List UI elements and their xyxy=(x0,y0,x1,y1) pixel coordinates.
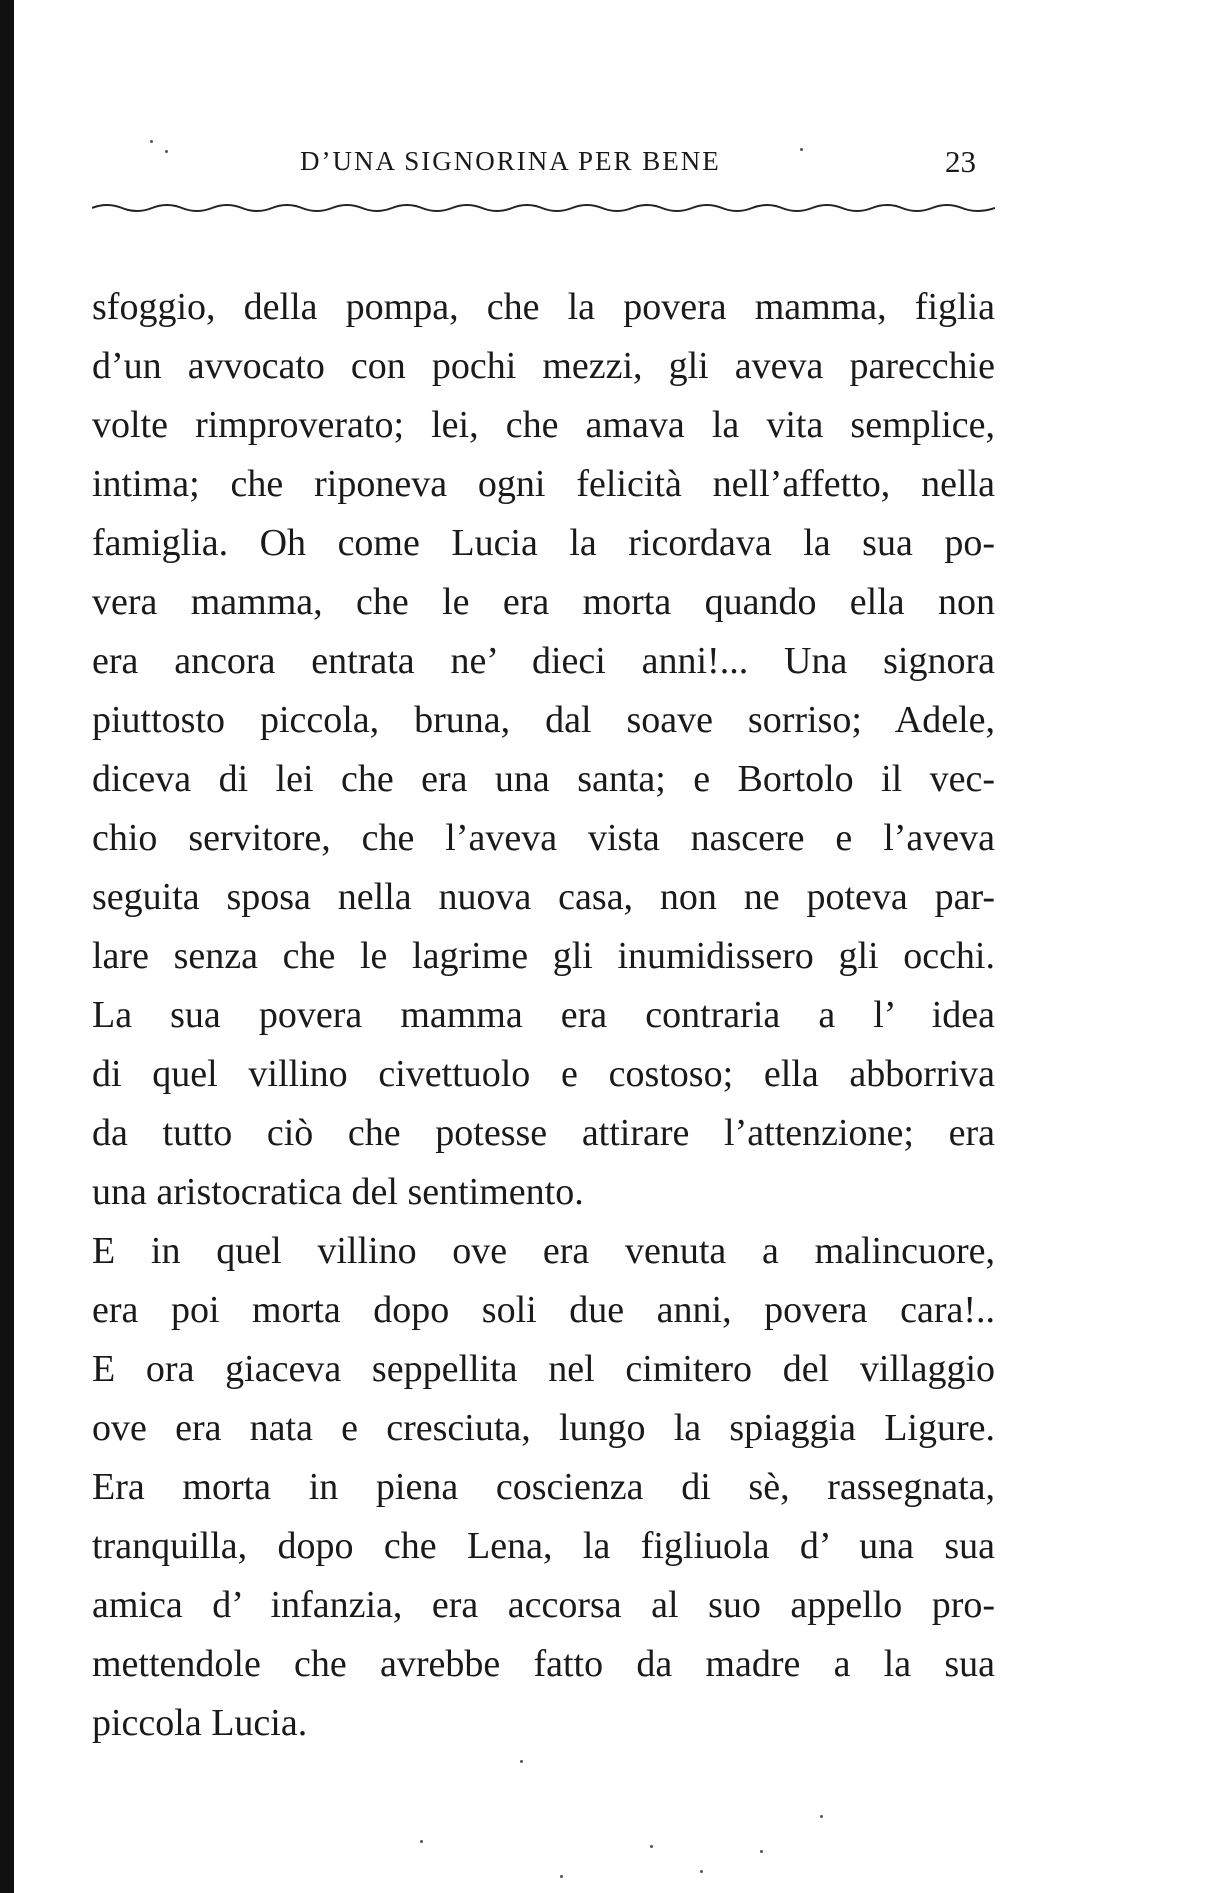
scan-speck xyxy=(760,1850,763,1853)
text-line: piuttosto piccola, bruna, dal soave sorriso; Adele, xyxy=(92,699,995,741)
text-line: una aristocratica del sentimento. xyxy=(92,1171,584,1213)
text-line: famiglia. Oh come Lucia la ricordava la sua po- xyxy=(92,522,995,564)
text-line: ove era nata e cresciuta, lungo la spiaggia Ligure. xyxy=(92,1407,995,1449)
text-line: volte rimproverato; lei, che amava la vita semplice, xyxy=(92,404,995,446)
text-line: diceva di lei che era una santa; e Bortolo il vec- xyxy=(92,758,995,800)
text-line: lare senza che le lagrime gli inumidissero gli occhi. xyxy=(92,935,995,977)
text-line: amica d’ infanzia, era accorsa al suo appello pro- xyxy=(92,1584,995,1626)
scan-speck xyxy=(165,150,168,153)
text-line: d’un avvocato con pochi mezzi, gli aveva parecchie xyxy=(92,345,995,387)
scan-speck xyxy=(800,148,803,151)
text-line: da tutto ciò che potesse attirare l’attenzione; era xyxy=(92,1112,995,1154)
running-head: D’UNA SIGNORINA PER BENE xyxy=(300,146,721,176)
text-line: era ancora entrata ne’ dieci anni!... Una signora xyxy=(92,640,995,682)
text-line: sfoggio, della pompa, che la povera mamma, figlia xyxy=(92,286,995,328)
text-line: La sua povera mamma era contraria a l’ idea xyxy=(92,994,995,1036)
text-line: piccola Lucia. xyxy=(92,1702,308,1744)
text-line: tranquilla, dopo che Lena, la figliuola d’ una sua xyxy=(92,1525,995,1567)
text-line: intima; che riponeva ogni felicità nell’affetto, nella xyxy=(92,463,995,505)
text-line: chio servitore, che l’aveva vista nascere e l’aveva xyxy=(92,817,995,859)
text-line: vera mamma, che le era morta quando ella non xyxy=(92,581,995,623)
scan-speck xyxy=(700,1870,703,1873)
text-line: mettendole che avrebbe fatto da madre a la sua xyxy=(92,1643,995,1685)
decorative-rule xyxy=(92,200,995,214)
text-line: E ora giaceva seppellita nel cimitero del villaggio xyxy=(92,1348,995,1390)
scan-speck xyxy=(420,1840,423,1843)
text-line: E in quel villino ove era venuta a malincuore, xyxy=(92,1230,995,1272)
text-line: seguita sposa nella nuova casa, non ne poteva par- xyxy=(92,876,995,918)
body-text xyxy=(92,278,995,1753)
scan-speck xyxy=(520,1760,523,1763)
scan-speck xyxy=(820,1815,823,1818)
scan-speck xyxy=(650,1845,653,1848)
text-line: di quel villino civettuolo e costoso; ella abborriva xyxy=(92,1053,995,1095)
page-edge-shadow xyxy=(0,0,14,1893)
page-number: 23 xyxy=(945,144,976,179)
text-line: era poi morta dopo soli due anni, povera cara!.. xyxy=(92,1289,995,1331)
scan-speck xyxy=(560,1875,563,1878)
text-line: Era morta in piena coscienza di sè, rassegnata, xyxy=(92,1466,995,1508)
scan-speck xyxy=(150,140,153,143)
